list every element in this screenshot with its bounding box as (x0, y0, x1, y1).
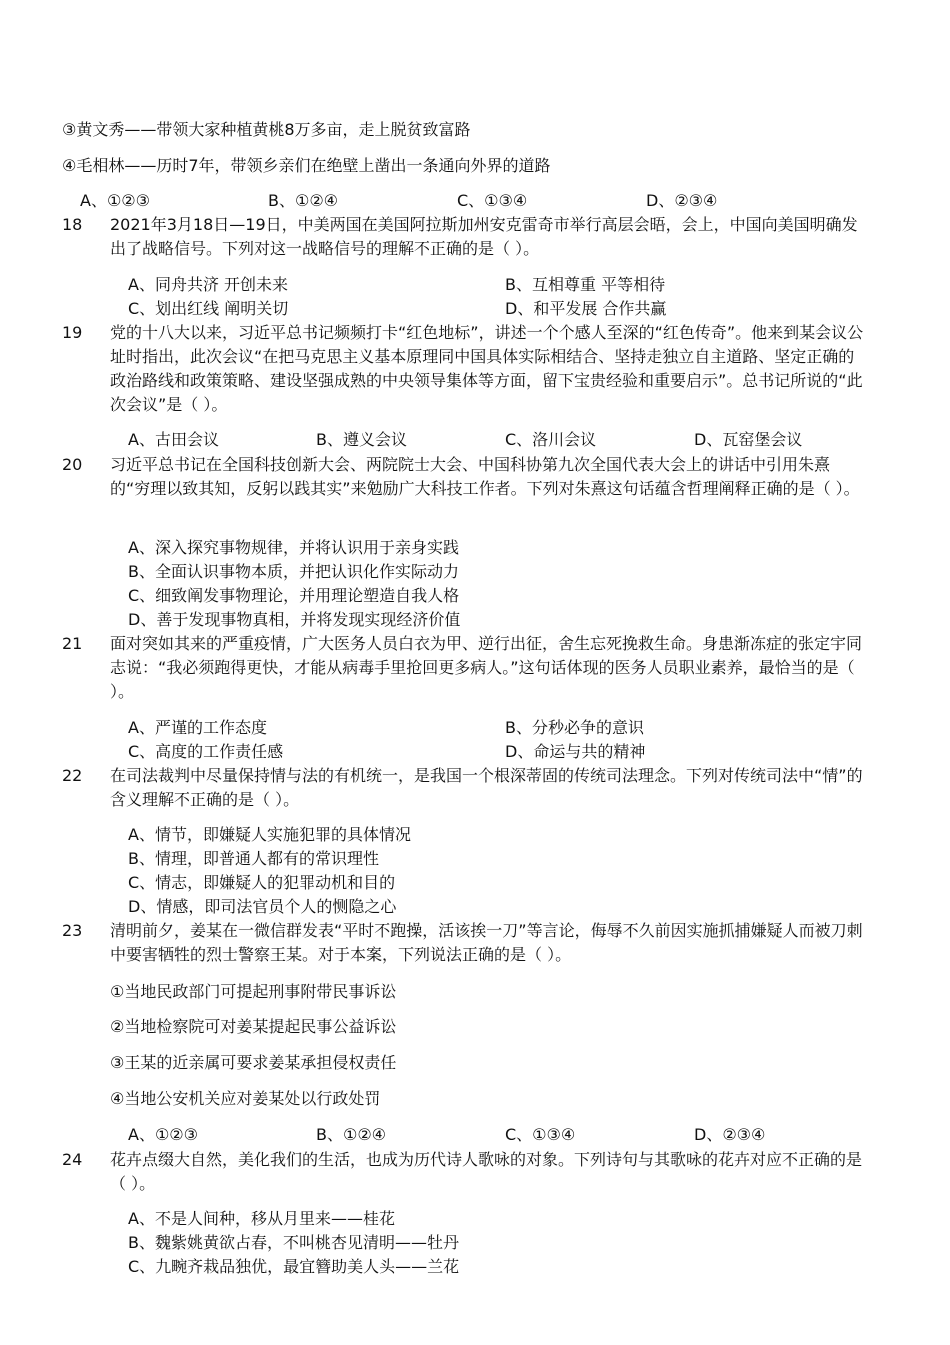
statement-4: ④毛相林——历时7年，带领乡亲们在绝壁上凿出一条通向外界的道路 (62, 156, 551, 175)
option-c[interactable]: C、划出红线 阐明关切 (128, 299, 289, 318)
option-c[interactable]: C、情志，即嫌疑人的犯罪动机和目的 (128, 873, 396, 892)
question-number: 20 (62, 455, 83, 474)
option-c[interactable]: C、①③④ (457, 191, 528, 210)
question-number: 21 (62, 634, 83, 653)
question-number: 24 (62, 1150, 83, 1169)
statement-3: ③黄文秀——带领大家种植黄桃8万多亩，走上脱贫致富路 (62, 120, 471, 139)
question-text: 面对突如其来的严重疫情，广大医务人员白衣为甲、逆行出征，舍生忘死挽救生命。身患渐冻症的张定宇同志说：“我必须跑得更快，才能从病毒手里抢回更多病人。”这句话体现的医务人员职业素养，最恰当的是（ ）。 (110, 634, 863, 701)
option-d[interactable]: D、②③④ (646, 191, 718, 210)
option-a[interactable]: A、情节，即嫌疑人实施犯罪的具体情况 (128, 825, 411, 844)
question-text: 党的十八大以来，习近平总书记频频打卡“红色地标”，讲述一个个感人至深的“红色传奇”。他来到某会议公址时指出，此次会议“在把马克思主义基本原理同中国具体实际相结合、坚持走独立自主道路、坚定正确的政治路线和政策策略、建设坚强成熟的中央领导集体等方面，留下宝贵经验和重要启示”。总书记所说的“此次会议”是（ ）。 (110, 323, 864, 414)
option-d[interactable]: D、命运与共的精神 (505, 742, 646, 761)
option-b[interactable]: B、分秒必争的意识 (505, 718, 644, 737)
question-number: 23 (62, 921, 83, 940)
question-text: 花卉点缀大自然，美化我们的生活，也成为历代诗人歌咏的对象。下列诗句与其歌咏的花卉对应不正确的是（ ）。 (110, 1150, 863, 1193)
option-b[interactable]: B、情理，即普通人都有的常识理性 (128, 849, 379, 868)
option-d[interactable]: D、和平发展 合作共赢 (505, 299, 667, 318)
option-d[interactable]: D、善于发现事物真相，并将发现实现经济价值 (128, 610, 461, 629)
option-c[interactable]: C、洛川会议 (505, 430, 597, 449)
statement-1: ①当地民政部门可提起刑事附带民事诉讼 (110, 982, 397, 1001)
statement-4: ④当地公安机关应对姜某处以行政处罚 (110, 1089, 381, 1108)
option-a[interactable]: A、古田会议 (128, 430, 219, 449)
option-c[interactable]: C、细致阐发事物理论，并用理论塑造自我人格 (128, 586, 460, 605)
option-b[interactable]: B、互相尊重 平等相待 (505, 275, 666, 294)
option-d[interactable]: D、情感，即司法官员个人的恻隐之心 (128, 897, 397, 916)
question-text: 清明前夕，姜某在一微信群发表“平时不跑操，活该挨一刀”等言论，侮辱不久前因实施抓捕嫌疑人而被刀刺中要害牺牲的烈士警察王某。对于本案，下列说法正确的是（ ）。 (110, 921, 863, 964)
option-b[interactable]: B、遵义会议 (316, 430, 407, 449)
option-a[interactable]: A、同舟共济 开创未来 (128, 275, 289, 294)
option-c[interactable]: C、①③④ (505, 1125, 576, 1144)
option-d[interactable]: D、②③④ (694, 1125, 766, 1144)
option-b[interactable]: B、①②④ (316, 1125, 387, 1144)
statement-2: ②当地检察院可对姜某提起民事公益诉讼 (110, 1017, 397, 1036)
option-a[interactable]: A、不是人间种，移从月里来——桂花 (128, 1209, 395, 1228)
option-c[interactable]: C、高度的工作责任感 (128, 742, 284, 761)
option-a[interactable]: A、深入探究事物规律，并将认识用于亲身实践 (128, 538, 459, 557)
option-a[interactable]: A、①②③ (80, 191, 150, 210)
statement-3: ③王某的近亲属可要求姜某承担侵权责任 (110, 1053, 397, 1072)
question-text: 习近平总书记在全国科技创新大会、两院院士大会、中国科协第九次全国代表大会上的讲话中引用朱熹的“穷理以致其知，反躬以践其实”来勉励广大科技工作者。下列对朱熹这句话蕴含哲理阐释正确的是（ ）。 (110, 455, 860, 498)
option-a[interactable]: A、①②③ (128, 1125, 198, 1144)
option-d[interactable]: D、瓦窑堡会议 (694, 430, 803, 449)
question-text: 在司法裁判中尽量保持情与法的有机统一，是我国一个根深蒂固的传统司法理念。下列对传统司法中“情”的含义理解不正确的是（ ）。 (110, 766, 863, 809)
question-number: 18 (62, 215, 83, 234)
option-a[interactable]: A、严谨的工作态度 (128, 718, 267, 737)
question-text: 2021年3月18日—19日，中美两国在美国阿拉斯加州安克雷奇市举行高层会晤，会上，中国向美国明确发出了战略信号。下列对这一战略信号的理解不正确的是（ ）。 (110, 215, 858, 258)
question-number: 22 (62, 766, 83, 785)
option-c[interactable]: C、九畹齐栽品独优，最宜簪助美人头——兰花 (128, 1257, 460, 1276)
option-b[interactable]: B、魏紫姚黄欲占春，不叫桃杏见清明——牡丹 (128, 1233, 459, 1252)
option-b[interactable]: B、①②④ (268, 191, 339, 210)
question-number: 19 (62, 323, 83, 342)
option-b[interactable]: B、全面认识事物本质，并把认识化作实际动力 (128, 562, 459, 581)
